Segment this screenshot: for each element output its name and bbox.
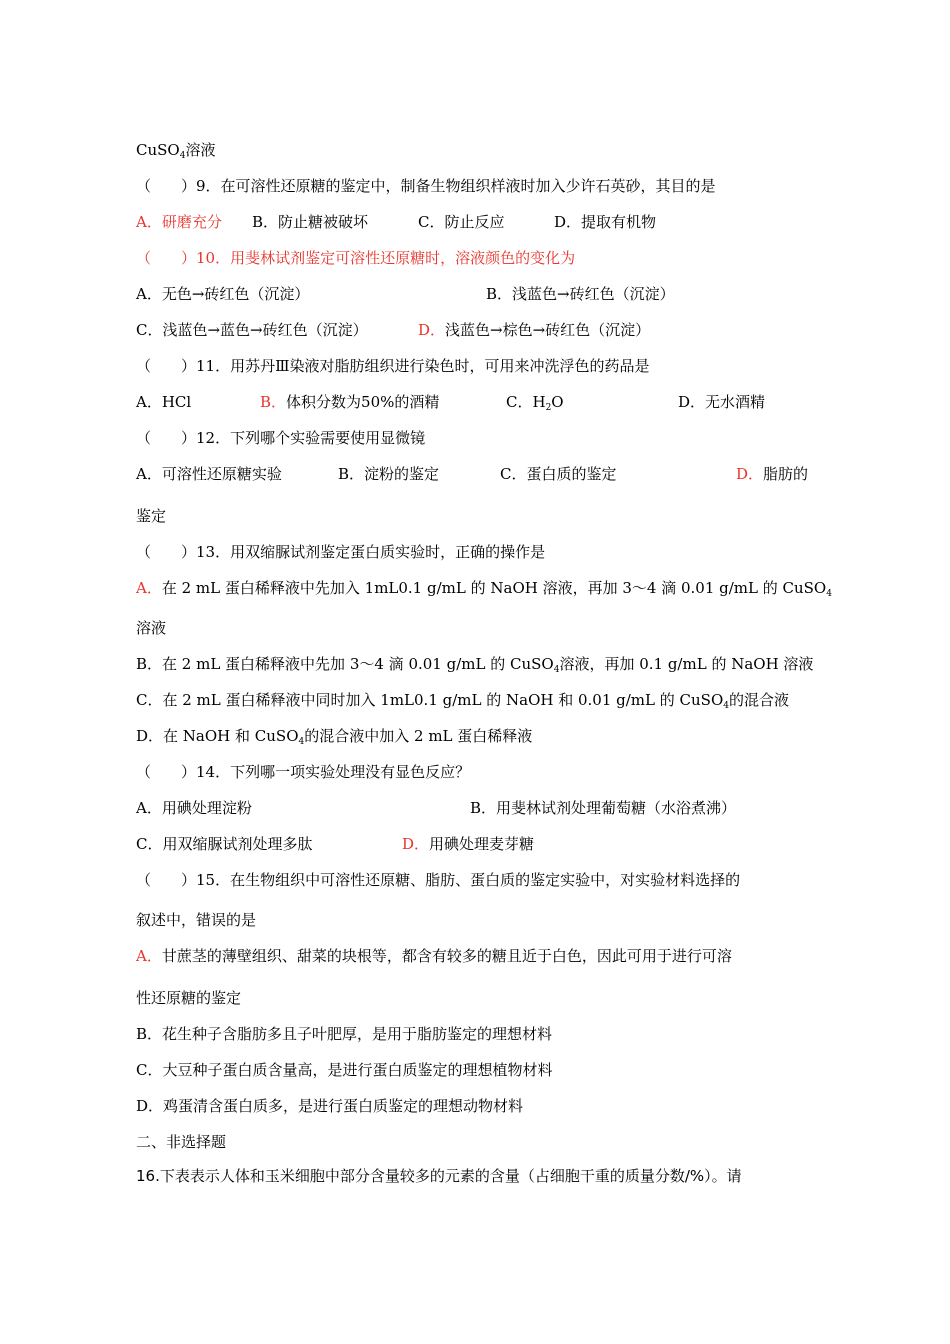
- q9-option-c: C．防止反应: [418, 213, 505, 231]
- q11-stem: （ ）11．用苏丹Ⅲ染液对脂肪组织进行染色时，可用来冲洗浮色的药品是: [136, 357, 650, 375]
- q14-option-c: C．用双缩脲试剂处理多肽: [136, 835, 313, 853]
- q10-option-c: C．浅蓝色→蓝色→砖红色（沉淀）: [136, 321, 368, 339]
- q12-stem: （ ）12．下列哪个实验需要使用显微镜: [136, 429, 426, 447]
- section-heading: 二、非选择题: [136, 1133, 227, 1151]
- q13-stem: （ ）13．用双缩脲试剂鉴定蛋白质实验时，正确的操作是: [136, 543, 546, 561]
- q12-option-b: B．淀粉的鉴定: [338, 465, 440, 483]
- q13-option-d: D．在 NaOH 和 CuSO$_4$的混合液中加入 2 mL 蛋白稀释液: [136, 727, 533, 747]
- q10-stem: （ ）10．用斐林试剂鉴定可溶性还原糖时，溶液颜色的变化为: [136, 249, 576, 267]
- q9-stem: （ ）9．在可溶性还原糖的鉴定中，制备生物组织样液时加入少许石英砂，其目的是: [136, 177, 716, 195]
- q14-option-a: A．用碘处理淀粉: [136, 799, 252, 817]
- q13-option-c: C．在 2 mL 蛋白稀释液中同时加入 1mL0.1 g/mL 的 NaOH 和 0.01 g/mL 的 CuSO$_4$的混合液: [136, 691, 789, 711]
- q14-option-b: B．用斐林试剂处理葡萄糖（水浴煮沸）: [470, 799, 737, 817]
- q10-option-a: A．无色→砖红色（沉淀）: [136, 285, 310, 303]
- q15-option-b: B．花生种子含脂肪多且子叶肥厚，是用于脂肪鉴定的理想材料: [136, 1025, 553, 1043]
- q9-option-a: A．研磨充分: [136, 213, 222, 231]
- q12-option-d: D．脂肪的: [736, 465, 809, 483]
- q11-option-d: D．无水酒精: [678, 393, 766, 411]
- q11-option-b: B．体积分数为50%的酒精: [260, 393, 440, 411]
- q15-option-d: D．鸡蛋清含蛋白质多，是进行蛋白质鉴定的理想动物材料: [136, 1097, 524, 1115]
- q10-option-d-text: 浅蓝色→棕色→砖红色（沉淀）: [445, 321, 651, 339]
- q15-option-a-cont: 性还原糖的鉴定: [136, 989, 242, 1007]
- q14-option-d: D．用碘处理麦芽糖: [402, 835, 535, 853]
- q15-option-a: A．甘蔗茎的薄壁组织、甜菜的块根等，都含有较多的糖且近于白色，因此可用于进行可溶: [136, 947, 732, 965]
- q15-option-c: C．大豆种子蛋白质含量高，是进行蛋白质鉴定的理想植物材料: [136, 1061, 553, 1079]
- q8-tail: CuSO$_4$溶液: [136, 141, 216, 161]
- q9-option-d: D．提取有机物: [554, 213, 657, 231]
- q12-option-c: C．蛋白质的鉴定: [500, 465, 617, 483]
- q13-option-b: B．在 2 mL 蛋白稀释液中先加 3～4 滴 0.01 g/mL 的 CuSO$_4$溶液，再加 0.1 g/mL 的 NaOH 溶液: [136, 655, 814, 675]
- q15-stem: （ ）15．在生物组织中可溶性还原糖、脂肪、蛋白质的鉴定实验中，对实验材料选择的: [136, 871, 741, 889]
- q9-option-b: B．防止糖被破坏: [252, 213, 369, 231]
- q13-option-a-cont: 溶液: [136, 619, 167, 637]
- q13-option-a: A．在 2 mL 蛋白稀释液中先加入 1mL0.1 g/mL 的 NaOH 溶液，再加 3～4 滴 0.01 g/mL 的 CuSO$_4$: [136, 579, 832, 599]
- q15-stem-cont: 叙述中，错误的是: [136, 911, 257, 929]
- q11-option-c: C．$H_2O$: [506, 393, 564, 413]
- q12-option-a: A．可溶性还原糖实验: [136, 465, 282, 483]
- q11-option-a: A．HCl: [136, 393, 192, 411]
- q14-stem: （ ）14．下列哪一项实验处理没有显色反应？: [136, 763, 471, 781]
- q12-option-d-cont: 鉴定: [136, 507, 167, 525]
- q10-option-b: B．浅蓝色→砖红色（沉淀）: [486, 285, 675, 303]
- q16-stem: 16.下表表示人体和玉米细胞中部分含量较多的元素的含量（占细胞干重的质量分数/%）。请: [136, 1167, 742, 1185]
- q10-option-d: D．浅蓝色→棕色→砖红色（沉淀）: [418, 321, 651, 339]
